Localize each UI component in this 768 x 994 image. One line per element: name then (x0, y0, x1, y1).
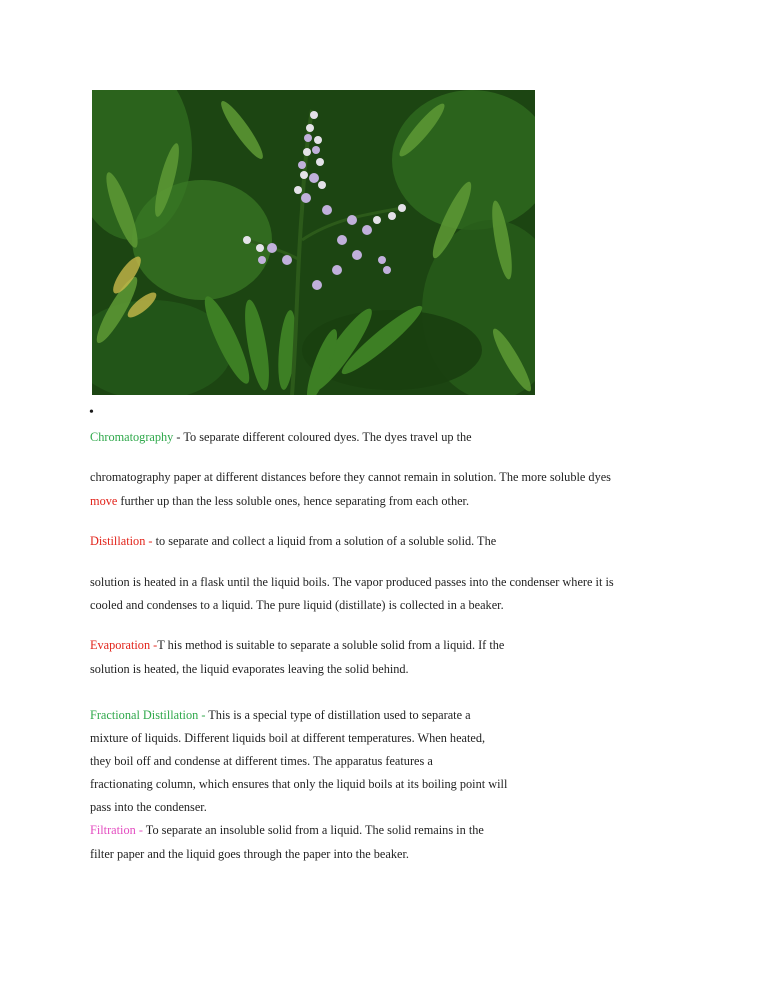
distillation-term: Distillation - (90, 534, 153, 548)
filtration-text-1: To separate an insoluble solid from a liquid. The solid remains in the (142, 823, 484, 837)
evaporation-line-2: solution is heated, the liquid evaporates leaving the solid behind. (90, 662, 409, 676)
chromatography-text-1: - To separate different coloured dyes. The dyes travel up the (173, 430, 472, 444)
evaporation-line-1 (90, 637, 504, 653)
fractional-distillation-term: Fractional Distillation - (90, 708, 206, 722)
fractional-distillation-line-3: they boil off and condense at different times. The apparatus features a (90, 754, 433, 768)
evaporation-text-1: T his method is suitable to separate a soluble solid from a liquid. If the (157, 638, 505, 652)
filtration-line-2: filter paper and the liquid goes through the paper into the beaker. (90, 847, 409, 861)
distillation-line-3: cooled and condenses to a liquid. The pure liquid (distillate) is collected in a beaker. (90, 598, 504, 612)
filtration-term: Filtration - (90, 823, 143, 837)
chromatography-highlight: move (90, 494, 118, 508)
fractional-distillation-line-2: mixture of liquids. Different liquids boil at different temperatures. When heated, (90, 731, 486, 745)
distillation-text-1: to separate and collect a liquid from a solution of a soluble solid. The (152, 534, 497, 548)
evaporation-term: Evaporation - (90, 638, 158, 652)
chromatography-term: Chromatography (90, 430, 174, 444)
distillation-line-2: solution is heated in a flask until the liquid boils. The vapor produced passes into the condenser where it is (90, 575, 614, 589)
chromatography-line-3 (90, 493, 469, 509)
chromatography-line-1 (90, 429, 472, 445)
plant-photo-illustration (92, 90, 535, 395)
fractional-distillation-line-4: fractionating column, which ensures that only the liquid boils at its boiling point will (90, 777, 508, 791)
bullet-marker: • (89, 405, 94, 420)
distillation-line-1 (90, 533, 496, 549)
chromatography-text-3: further up than the less soluble ones, hence separating from each other. (117, 494, 470, 508)
chromatography-line-2: chromatography paper at different distances before they cannot remain in solution. The more soluble dyes (90, 470, 611, 484)
fractional-distillation-text-1: This is a special type of distillation used to separate a (205, 708, 471, 722)
fractional-distillation-line-5: pass into the condenser. (90, 800, 207, 814)
filtration-line-1 (90, 822, 484, 838)
fractional-distillation-line-1 (90, 707, 471, 723)
plant-photo (92, 90, 535, 395)
